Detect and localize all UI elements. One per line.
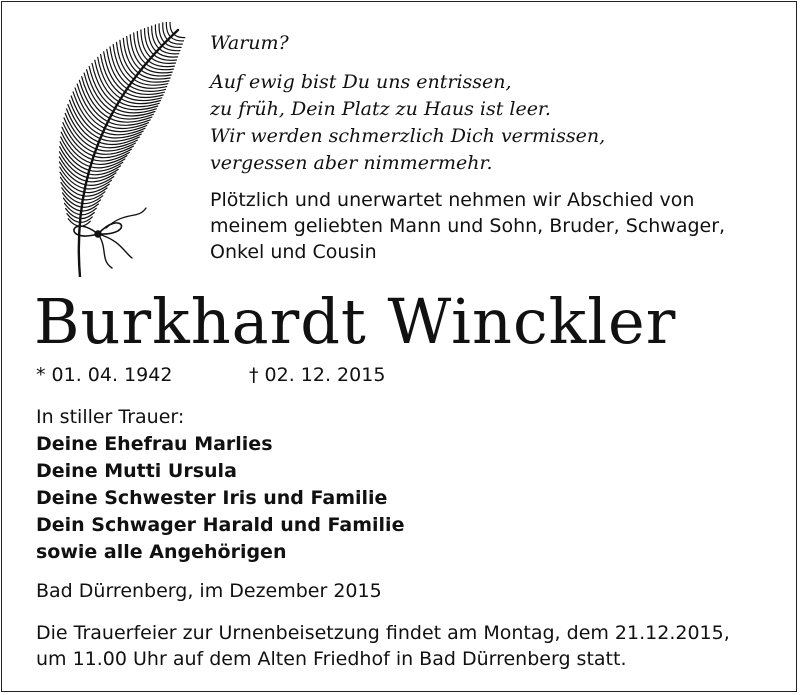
birth-date: * 01. 04. 1942 bbox=[36, 364, 173, 386]
poem bbox=[210, 30, 780, 177]
life-dates bbox=[36, 362, 386, 388]
death-date: † 02. 12. 2015 bbox=[249, 364, 386, 386]
poem-line: Wir werden schmerzlich Dich vermissen, bbox=[210, 125, 606, 147]
poem-line: vergessen aber nimmermehr. bbox=[210, 152, 493, 174]
poem-line: zu früh, Dein Platz zu Haus ist leer. bbox=[210, 98, 551, 120]
funeral-info-line: Die Trauerfeier zur Urnenbeisetzung findet am Montag, dem 21.12.2015, bbox=[36, 622, 730, 644]
funeral-info-line: um 11.00 Uhr auf dem Alten Friedhof in Bad Dürrenberg statt. bbox=[36, 648, 627, 670]
deceased-name: Burkhardt Winckler bbox=[34, 285, 677, 358]
mourner-name: Deine Mutti Ursula bbox=[36, 460, 237, 482]
mourner-name: Dein Schwager Harald und Familie bbox=[36, 514, 405, 536]
announcement-line: meinem geliebten Mann und Sohn, Bruder, Schwager, bbox=[210, 215, 726, 237]
poem-line: Auf ewig bist Du uns entrissen, bbox=[210, 71, 512, 93]
funeral-info bbox=[36, 620, 730, 672]
mourners-list bbox=[36, 404, 404, 566]
mourners-intro: In stiller Trauer: bbox=[36, 406, 185, 428]
mourner-name: sowie alle Angehörigen bbox=[36, 541, 287, 563]
mourner-name: Deine Schwester Iris und Familie bbox=[36, 487, 388, 509]
mourner-name: Deine Ehefrau Marlies bbox=[36, 433, 273, 455]
poem-question: Warum? bbox=[210, 32, 289, 54]
announcement-line: Onkel und Cousin bbox=[210, 241, 377, 263]
announcement-line: Plötzlich und unerwartet nehmen wir Abschied von bbox=[210, 189, 695, 211]
place-and-date: Bad Dürrenberg, im Dezember 2015 bbox=[36, 580, 382, 602]
feather-with-bow-icon bbox=[28, 22, 198, 277]
announcement-text bbox=[210, 187, 780, 265]
